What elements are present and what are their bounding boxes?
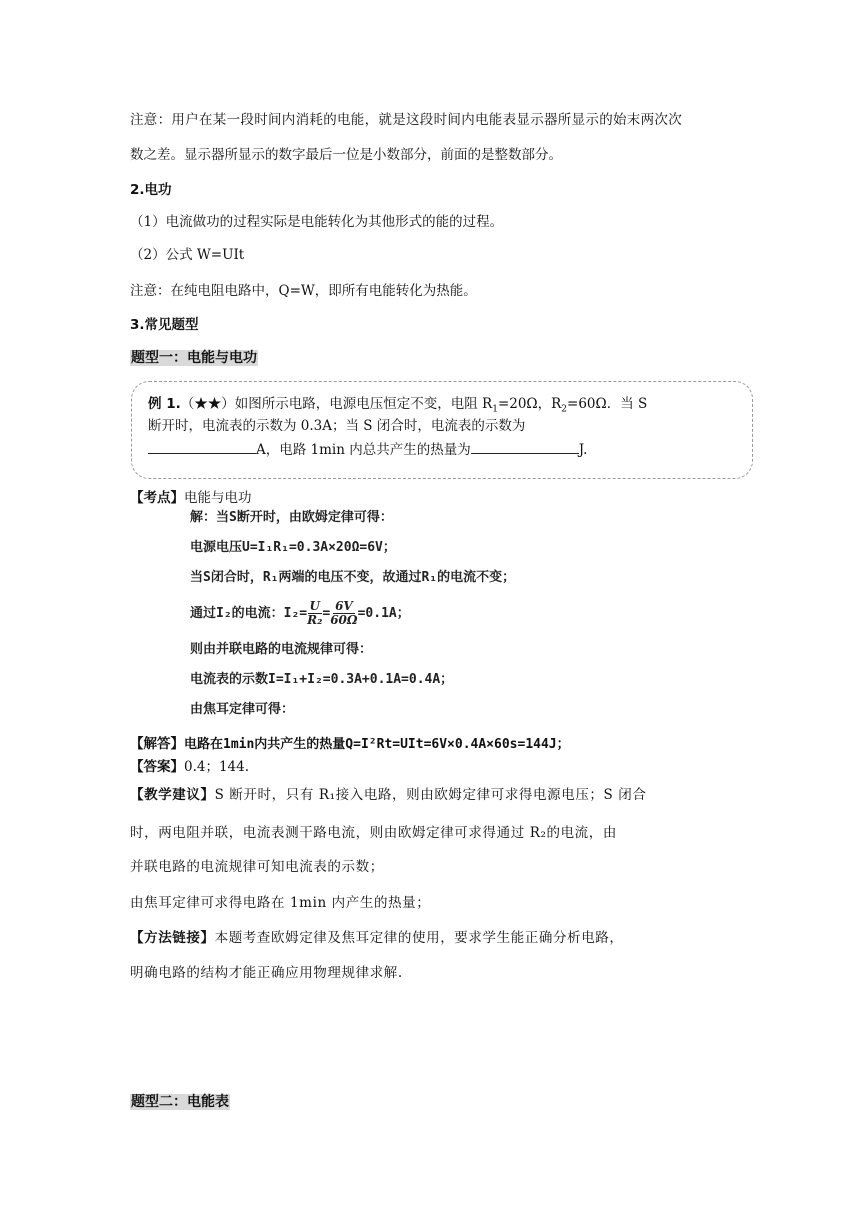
section-3-heading: 3.常见题型 — [130, 317, 199, 333]
solution-line-3: 当S闭合时，R₁两端的电压不变，故通过R₁的电流不变； — [190, 570, 516, 585]
jieda-row — [130, 734, 570, 755]
solution-line-1: 解：当S断开时，由欧姆定律可得： — [190, 510, 393, 525]
example-1-line-3: A，电路 1min 内总共产生的热量为 J. — [148, 439, 587, 460]
teaching-line-2: 时，两电阻并联，电流表测干路电流，则由欧姆定律可求得通过 R₂的电流，由 — [130, 825, 617, 841]
method-line-2: 明确电路的结构才能正确应用物理规律求解. — [130, 965, 403, 981]
kaodian-label: 【考点】 — [130, 490, 184, 506]
solution-line-4: 通过I₂的电流：I₂= $\frac{U}{\text{R₂}}$ = $\frac{6V}{60\Omega}$ =0.1A； — [190, 599, 410, 627]
note-line-2: 数之差。显示器所显示的数字最后一位是小数部分，前面的是整数部分。 — [130, 147, 562, 163]
fraction-6v-over-60: $\frac{6V}{60\Omega}$ — [330, 599, 358, 627]
solution-line-7: 由焦耳定律可得： — [190, 702, 295, 717]
section-2-note: 注意：在纯电阻电路中，Q=W，即所有电能转化为热能。 — [130, 283, 477, 299]
answer-label: 【答案】 — [130, 759, 184, 775]
answer-blank-1[interactable] — [148, 439, 256, 454]
example-1-line-1: 例 1.（★★）如图所示电路，电源电压恒定不变，电阻 $R_1=20\Omega$，$R_2=60\Omega$．当 S — [148, 396, 648, 415]
solution-line-8: 电路在1min内共产生的热量Q=I²Rt=UIt=6V×0.4A×60s=144J； — [184, 737, 570, 752]
method-line-1: 【方法链接】本题考查欧姆定律及焦耳定律的使用，要求学生能正确分析电路， — [130, 930, 624, 946]
difficulty-stars: （★★） — [180, 396, 235, 412]
kaodian-value: 电能与电功 — [184, 490, 252, 506]
teaching-label: 【教学建议】 — [130, 787, 215, 803]
jieda-label: 【解答】 — [130, 736, 184, 752]
example-label: 例 1. — [148, 396, 181, 412]
section-2-heading: 2.电功 — [130, 182, 172, 198]
solution-line-2: 电源电压U=I₁R₁=0.3A×20Ω=6V； — [190, 540, 396, 555]
method-label: 【方法链接】 — [130, 930, 215, 946]
answer-value: 0.4；144. — [184, 759, 250, 775]
kaodian-row — [130, 488, 252, 508]
teaching-line-1: 【教学建议】S 断开时，只有 R₁接入电路，则由欧姆定律可求得电源电压；S 闭合 — [130, 787, 647, 803]
answer-blank-2[interactable] — [471, 439, 579, 454]
solution-line-5: 则由并联电路的电流规律可得： — [190, 642, 373, 657]
answer-row — [130, 757, 249, 777]
solution-line-6: 电流表的示数I=I₁+I₂=0.3A+0.1A=0.4A； — [190, 672, 454, 687]
note-line-1: 注意：用户在某一段时间内消耗的电能，就是这段时间内电能表显示器所显示的始末两次次 — [130, 112, 682, 128]
teaching-line-4: 由焦耳定律可求得电路在 1min 内产生的热量； — [130, 895, 431, 911]
section-2-item-1: （1）电流做功的过程实际是电能转化为其他形式的能的过程。 — [130, 214, 504, 230]
teaching-line-3: 并联电路的电流规律可知电流表的示数； — [130, 859, 384, 875]
section-2-item-2: （2）公式 W=UIt — [130, 247, 245, 263]
question-type-2-heading: 题型二：电能表 — [131, 1094, 229, 1110]
example-1-box — [131, 381, 753, 479]
question-type-1-heading: 题型一：电能与电功 — [131, 350, 257, 366]
fraction-u-over-r2: $\frac{U}{\text{R₂}}$ — [307, 599, 323, 627]
example-1-line-2: 断开时，电流表的示数为 0.3A；当 S 闭合时，电流表的示数为 — [148, 418, 526, 434]
